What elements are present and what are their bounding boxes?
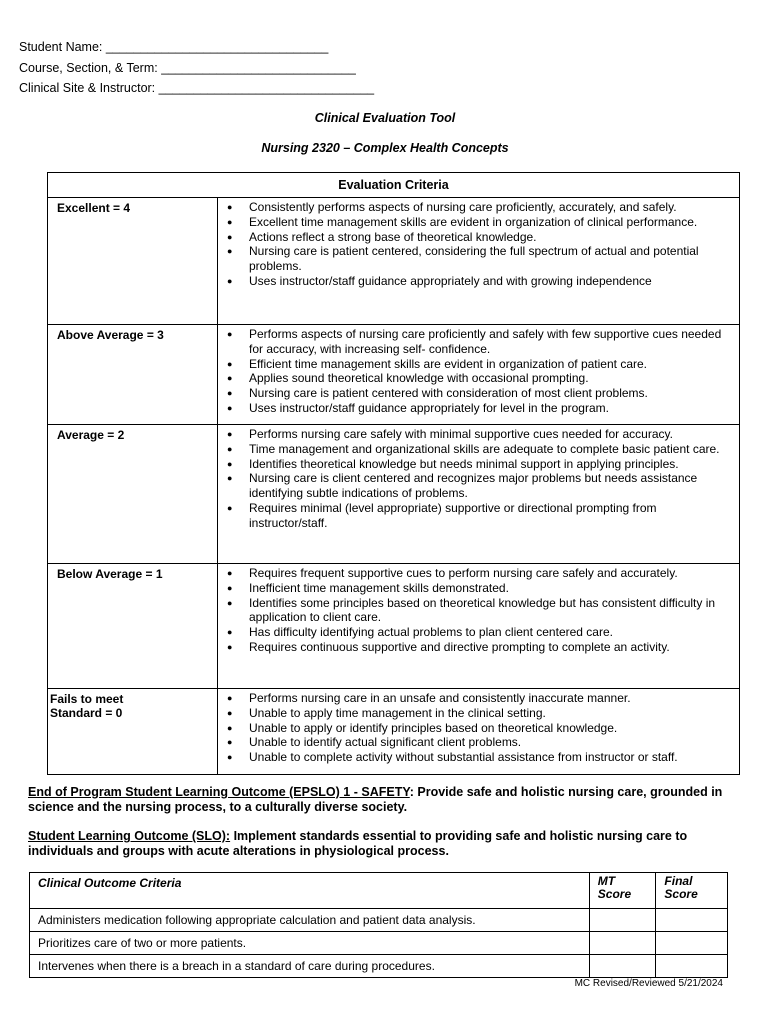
mt-score-cell[interactable] — [589, 955, 656, 978]
criteria-item: ● Nursing care is client centered and recognizes major problems but needs assistance identifying subtle indications of problems. — [218, 471, 733, 501]
criteria-item: ● Nursing care is patient centered with consideration of most client problems. — [218, 386, 733, 401]
level-label-line: Standard = 0 — [50, 706, 123, 720]
criteria-item: ● Applies sound theoretical knowledge with occasional prompting. — [218, 371, 733, 386]
course-section-term-field[interactable]: Course, Section, & Term: ____________________________ — [19, 61, 356, 75]
criteria-item: ● Inefficient time management skills demonstrated. — [218, 581, 733, 596]
clinical-site-instructor-field[interactable]: Clinical Site & Instructor: _______________________________ — [19, 81, 375, 95]
criteria-item: ● Unable to apply time management in the clinical setting. — [218, 706, 733, 721]
clinical-outcome-table — [29, 872, 728, 978]
criteria-item: ● Uses instructor/staff guidance appropriately for level in the program. — [218, 401, 733, 416]
outcome-criteria-header: Clinical Outcome Criteria — [30, 873, 590, 909]
revision-footer: MC Revised/Reviewed 5/21/2024 — [574, 978, 723, 989]
criteria-item: ● Requires frequent supportive cues to perform nursing care safely and accurately. — [218, 566, 733, 581]
slo-text: Implement standards essential to providing safe and holistic nursing care to individuals and groups with acute alterations in physiological process. — [28, 829, 688, 858]
final-score-cell[interactable] — [656, 955, 728, 978]
slo-label: Student Learning Outcome (SLO): — [28, 829, 231, 843]
mt-score-cell[interactable] — [589, 932, 656, 955]
outcome-criterion: Prioritizes care of two or more patients. — [30, 932, 590, 955]
criteria-item: ● Unable to identify actual significant client problems. — [218, 735, 733, 750]
mt-score-header-line: MT — [597, 874, 616, 888]
criteria-item: ● Has difficulty identifying actual problems to plan client centered care. — [218, 625, 733, 640]
level-label: Below Average = 1 — [48, 564, 218, 689]
criteria-row-below-average — [48, 564, 740, 689]
level-label-line: Fails to meet — [50, 692, 124, 706]
table-row — [30, 932, 728, 955]
criteria-row-fails — [48, 689, 740, 775]
final-score-header-line: Final — [664, 874, 693, 888]
course-title: Nursing 2320 – Complex Health Concepts — [261, 141, 509, 155]
criteria-item: ● Performs nursing care in an unsafe and consistently inaccurate manner. — [218, 691, 733, 706]
epslo-label: End of Program Student Learning Outcome (EPSLO) 1 - SAFETY — [28, 785, 410, 799]
table-row — [30, 955, 728, 978]
criteria-item: ● Unable to apply or identify principles based on theoretical knowledge. — [218, 721, 733, 736]
tool-title: Clinical Evaluation Tool — [314, 111, 456, 125]
outcome-criterion: Intervenes when there is a breach in a standard of care during procedures. — [30, 955, 590, 978]
criteria-item: ● Excellent time management skills are evident in organization of clinical performance. — [218, 215, 733, 230]
mt-score-header-line: Score — [597, 887, 632, 901]
table-row — [30, 909, 728, 932]
epslo-statement — [28, 785, 743, 815]
outcome-criterion: Administers medication following appropriate calculation and patient data analysis. — [30, 909, 590, 932]
student-name-field[interactable]: Student Name: ________________________________ — [19, 40, 329, 54]
criteria-item: ● Requires continuous supportive and directive prompting to complete an activity. — [218, 640, 733, 655]
evaluation-criteria-table — [47, 172, 740, 775]
criteria-row-excellent — [48, 198, 740, 325]
level-label: Above Average = 3 — [48, 325, 218, 425]
criteria-item: ● Uses instructor/staff guidance appropriately and with growing independence — [218, 274, 733, 289]
criteria-item: ● Unable to complete activity without substantial assistance from instructor or staff. — [218, 750, 733, 765]
level-label: Average = 2 — [48, 425, 218, 564]
criteria-item: ● Performs aspects of nursing care proficiently and safely with few supportive cues needed for accuracy, with increasing self- confidence. — [218, 327, 733, 357]
criteria-item: ● Requires minimal (level appropriate) supportive or directional prompting from instructor/staff. — [218, 501, 733, 531]
slo-statement — [28, 829, 743, 859]
final-score-header-line: Score — [664, 887, 698, 901]
criteria-row-average — [48, 425, 740, 564]
mt-score-header — [589, 873, 656, 909]
criteria-item: ● Nursing care is patient centered, considering the full spectrum of actual and potential problems. — [218, 244, 733, 274]
level-label — [48, 689, 218, 775]
criteria-item: ● Identifies some principles based on theoretical knowledge but has consistent difficulty in application to client care. — [218, 596, 733, 626]
mt-score-cell[interactable] — [589, 909, 656, 932]
criteria-item: ● Actions reflect a strong base of theoretical knowledge. — [218, 230, 733, 245]
evaluation-criteria-heading: Evaluation Criteria — [48, 173, 740, 198]
epslo-text: : Provide safe and holistic nursing care, grounded in science and the nursing process, to a culturally diverse society. — [28, 785, 723, 814]
criteria-item: ● Time management and organizational skills are adequate to complete basic patient care. — [218, 442, 733, 457]
criteria-item: ● Identifies theoretical knowledge but needs minimal support in applying principles. — [218, 457, 733, 472]
final-score-cell[interactable] — [656, 909, 728, 932]
criteria-item: ● Efficient time management skills are evident in organization of patient care. — [218, 357, 733, 372]
level-label: Excellent = 4 — [48, 198, 218, 325]
criteria-item: ● Performs nursing care safely with minimal supportive cues needed for accuracy. — [218, 427, 733, 442]
final-score-cell[interactable] — [656, 932, 728, 955]
final-score-header — [656, 873, 728, 909]
criteria-row-above-average — [48, 325, 740, 425]
criteria-item: ● Consistently performs aspects of nursing care proficiently, accurately, and safely. — [218, 200, 733, 215]
